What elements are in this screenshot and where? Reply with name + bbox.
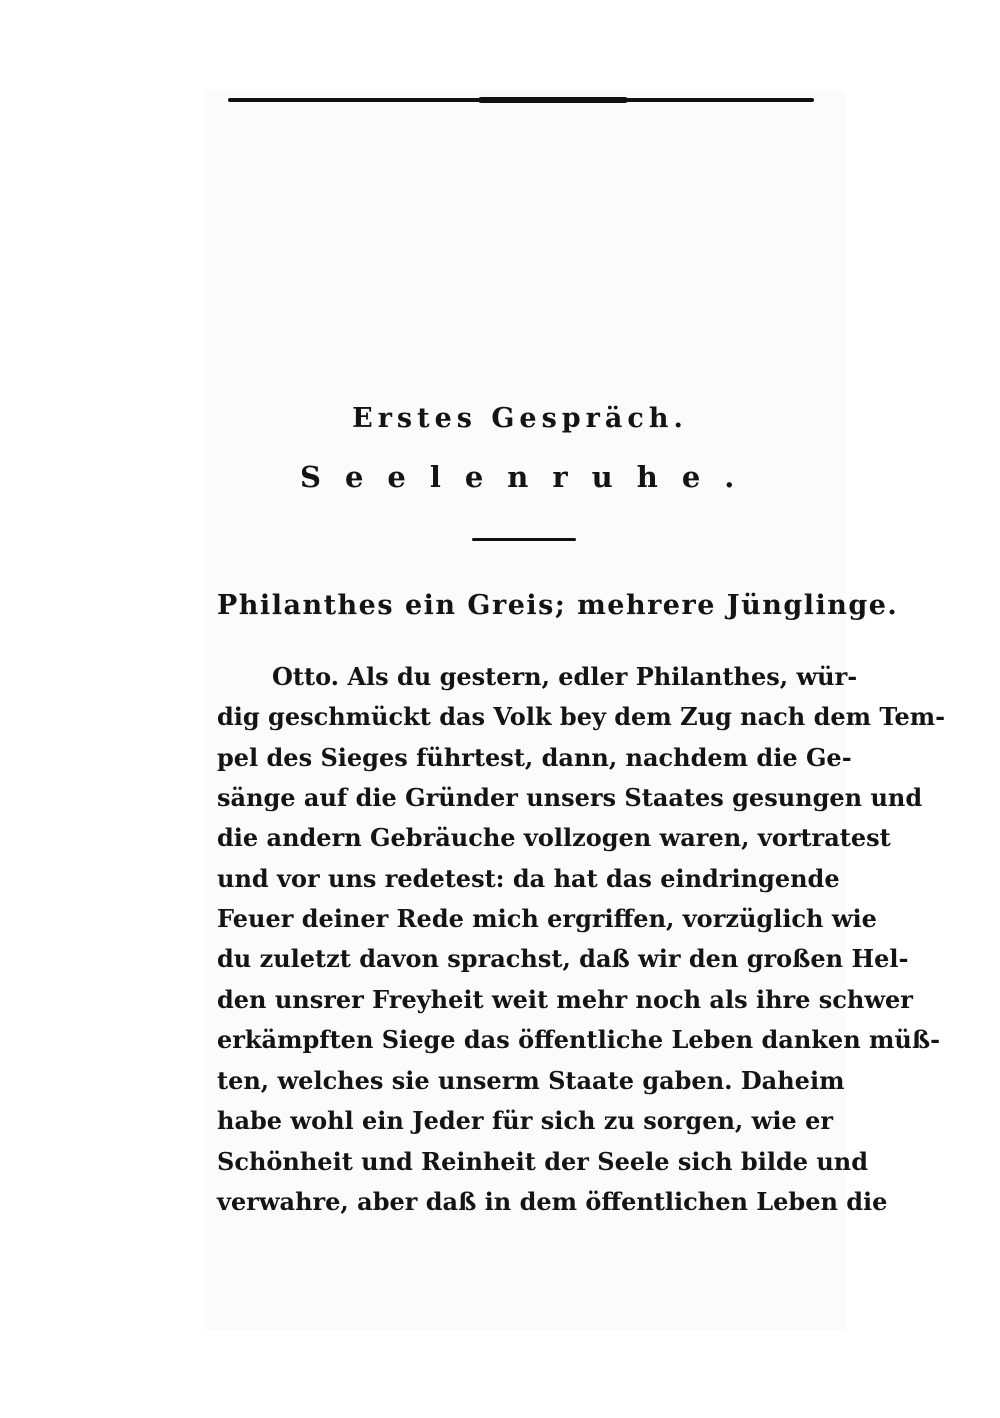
text-line: verwahre, aber daß in dem öffentlichen Leben die bbox=[217, 1187, 888, 1216]
section-divider bbox=[472, 538, 576, 541]
text-line: und vor uns redetest: da hat das eindringende bbox=[217, 864, 840, 893]
chapter-subtitle: Seelenruhe. bbox=[300, 460, 759, 494]
text-line: die andern Gebräuche vollzogen waren, vortratest bbox=[217, 823, 891, 852]
text-line: du zuletzt davon sprachst, daß wir den großen Hel- bbox=[217, 944, 909, 973]
text-line: den unsrer Freyheit weit mehr noch als ihre schwer bbox=[217, 985, 913, 1014]
text-line: habe wohl ein Jeder für sich zu sorgen, wie er bbox=[217, 1106, 833, 1135]
text-line: erkämpften Siege das öffentliche Leben danken müß- bbox=[217, 1025, 941, 1054]
text-line: dig geschmückt das Volk bey dem Zug nach dem Tem- bbox=[217, 702, 946, 731]
text-line: Schönheit und Reinheit der Seele sich bilde und bbox=[217, 1147, 869, 1176]
chapter-title: Erstes Gespräch. bbox=[352, 403, 688, 434]
text-line: pel des Sieges führtest, dann, nachdem die Ge- bbox=[217, 743, 852, 772]
text-line: ten, welches sie unserm Staate gaben. Daheim bbox=[217, 1066, 845, 1095]
text-line: Otto. Als du gestern, edler Philanthes, wür- bbox=[272, 662, 858, 691]
top-ornamental-rule bbox=[228, 98, 814, 102]
text-line: sänge auf die Gründer unsers Staates gesungen und bbox=[217, 783, 923, 812]
cast-of-characters: Philanthes ein Greis; mehrere Jünglinge. bbox=[217, 590, 899, 621]
text-line: Feuer deiner Rede mich ergriffen, vorzüglich wie bbox=[217, 904, 877, 933]
